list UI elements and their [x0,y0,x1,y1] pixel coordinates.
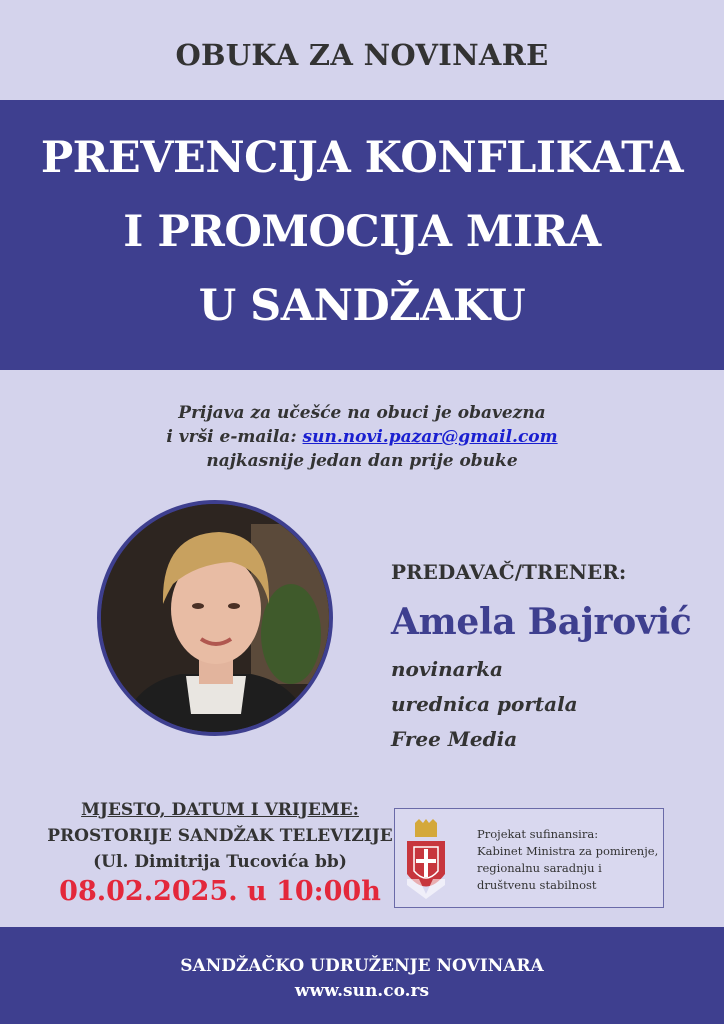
trainer-role-1: novinarka [391,657,503,681]
registration-line-3: najkasnije jedan dan prije obuke [206,451,518,471]
event-datetime: 08.02.2025. u 10:00h [59,876,381,907]
registration-line-2 [0,427,724,447]
title-line-2: I PROMOCIJA MIRA [123,207,601,257]
footer-org: SANDŽAČKO UDRUŽENJE NOVINARA [180,956,544,976]
trainer-role-2: urednica portala [391,692,578,716]
venue-heading: MJESTO, DATUM I VRIJEME: [81,800,359,820]
registration-prefix: i vrši e-maila: [166,427,303,447]
funding-line-2: Kabinet Ministra za pomirenje, [477,844,659,858]
footer-website[interactable]: www.sun.co.rs [294,981,430,1001]
venue-address: (Ul. Dimitrija Tucovića bb) [93,852,347,872]
trainer-role-3: Free Media [391,727,518,751]
funding-line-1: Projekat sufinansira: [477,827,599,841]
trainer-label: PREDAVAČ/TRENER: [391,560,627,584]
funding-line-3: regionalnu saradnju i [477,861,602,875]
funding-line-4: društvenu stabilnost [477,878,597,892]
top-label: OBUKA ZA NOVINARE [175,38,549,72]
registration-line-1: Prijava za učešće na obuci je obavezna [178,403,546,423]
venue-place: PROSTORIJE SANDŽAK TELEVIZIJE [47,826,393,846]
title-line-3: U SANDŽAKU [198,281,526,331]
trainer-name: Amela Bajrović [391,601,692,643]
funding-box [394,808,664,908]
email-link[interactable]: sun.novi.pazar@gmail.com [302,427,558,447]
title-line-1: PREVENCIJA KONFLIKATA [40,133,684,183]
trainer-photo [97,500,333,736]
serbia-coat-of-arms-icon [405,819,447,899]
